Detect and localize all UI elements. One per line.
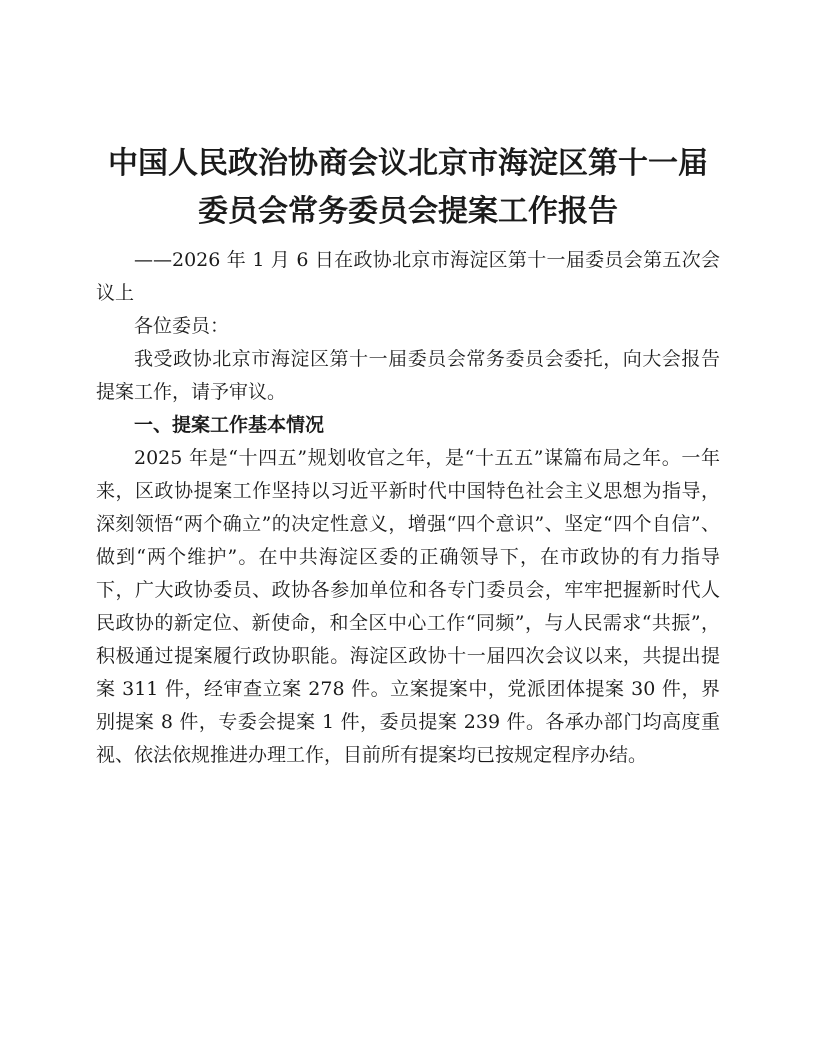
report-body <box>96 244 720 772</box>
report-title <box>96 140 720 236</box>
report-title-line-2: 委员会常务委员会提案工作报告 <box>198 194 618 229</box>
report-subtitle: ——2026 年 1 月 6 日在政协北京市海淀区第十一届委员会第五次会议上 <box>96 249 720 304</box>
salutation: 各位委员： <box>134 315 230 337</box>
intro-paragraph: 我受政协北京市海淀区第十一届委员会常务委员会委托，向大会报告提案工作，请予审议。 <box>96 348 720 403</box>
report-title-line-1: 中国人民政治协商会议北京市海淀区第十一届 <box>108 146 708 181</box>
section-1-heading: 一、提案工作基本情况 <box>134 414 325 436</box>
section-1-paragraph: 2025 年是“十四五”规划收官之年，是“十五五”谋篇布局之年。一年来，区政协提案工作坚持以习近平新时代中国特色社会主义思想为指导，深刻领悟“两个确立”的决定性意义，增强“四个意识”、坚定“四个自信”、做到“两个维护”。在中共海淀区委的正确领导下，在市政协的有力指导下，广大政协委员、政协各参加单位和各专门委员会，牢牢把握新时代人民政协的新定位、新使命，和全区中心工作“同频”，与人民需求“共振”，积极通过提案履行政协职能。海淀区政协十一届四次会议以来，共提出提案 311 件，经审查立案 278 件。立案提案中，党派团体提案 30 件，界别提案 8 件，专委会提案 1 件，委员提案 239 件。各承办部门均高度重视、依法依规推进办理工作，目前所有提案均已按规定程序办结。 <box>96 447 720 766</box>
